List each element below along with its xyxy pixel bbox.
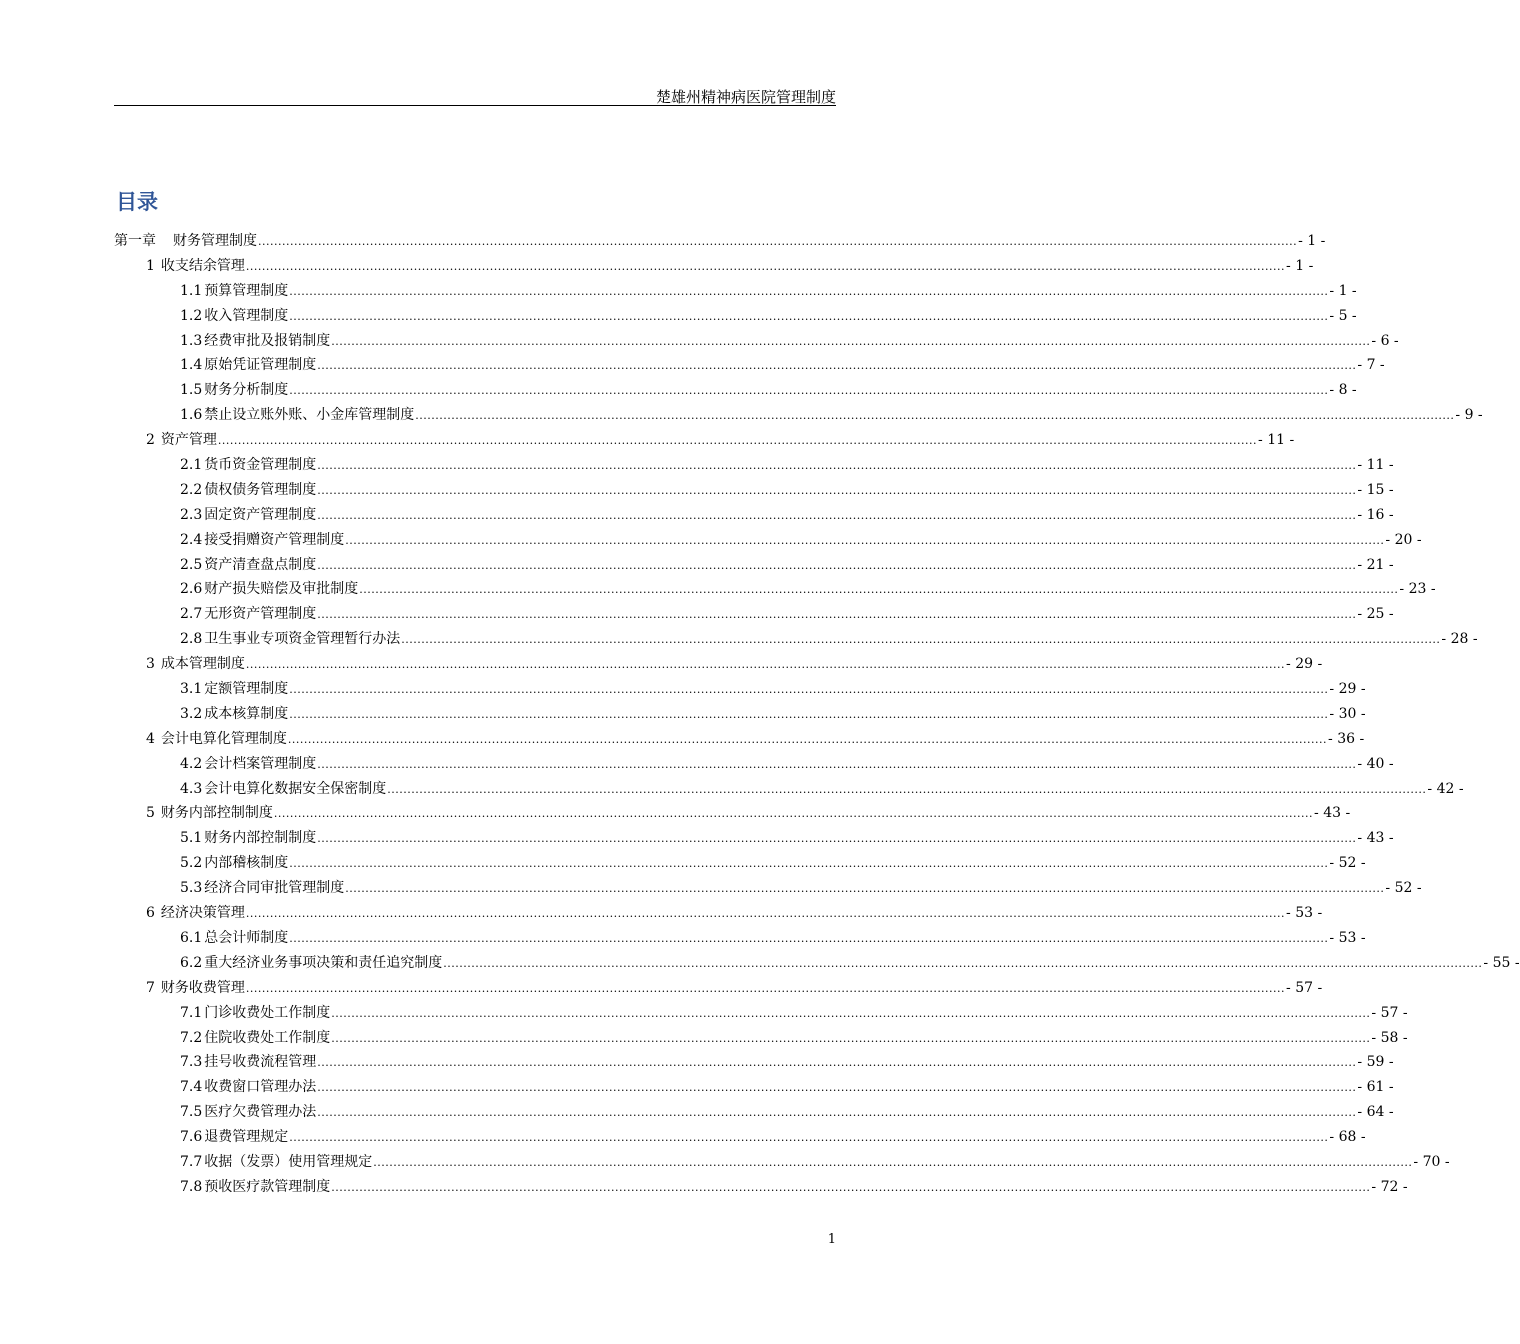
toc-entry-number: 1.1 — [180, 282, 203, 299]
toc-entry-number: 4.2 — [180, 755, 203, 772]
toc-entry-page: - 57 - — [1371, 1004, 1408, 1021]
toc-entry-title: 住院收费处工作制度 — [204, 1029, 331, 1046]
toc-entry-title: 会计档案管理制度 — [204, 755, 317, 772]
toc-dot-leader: .................................................................................................................................................................................................................................................................... — [331, 1180, 1371, 1194]
toc-entry[interactable] — [114, 254, 1314, 279]
toc-entry[interactable] — [114, 329, 1399, 354]
toc-entry-page: - 64 - — [1357, 1104, 1394, 1121]
toc-entry-page: - 20 - — [1385, 531, 1422, 548]
toc-entry-page: - 25 - — [1357, 606, 1394, 623]
toc-entry[interactable] — [114, 1075, 1394, 1100]
toc-entry[interactable] — [114, 378, 1357, 403]
toc-entry-number: 2.5 — [180, 556, 203, 573]
toc-entry-page: - 1 - — [1286, 257, 1314, 274]
toc-entry-number: 3.1 — [180, 681, 203, 698]
toc-dot-leader: .................................................................................................................................................................................................................................................................... — [317, 1106, 1357, 1120]
toc-entry-number: 1 — [146, 257, 155, 274]
toc-dot-leader: .................................................................................................................................................................................................................................................................... — [245, 907, 1286, 921]
toc-entry-title: 会计电算化数据安全保密制度 — [204, 780, 387, 797]
toc-entry-number: 6.2 — [180, 954, 203, 971]
toc-entry-number: 3.2 — [180, 705, 203, 722]
toc-entry[interactable] — [114, 428, 1295, 453]
toc-dot-leader: .................................................................................................................................................................................................................................................................... — [317, 558, 1357, 572]
toc-dot-leader: .................................................................................................................................................................................................................................................................... — [443, 956, 1483, 970]
toc-entry-number: 7.6 — [180, 1129, 203, 1146]
toc-entry-title: 禁止设立账外账、小金库管理制度 — [204, 407, 415, 424]
toc-entry-title: 定额管理制度 — [204, 681, 289, 698]
toc-entry-number: 5.2 — [180, 855, 203, 872]
toc-entry[interactable] — [114, 1001, 1408, 1026]
toc-entry[interactable] — [114, 1125, 1366, 1150]
toc-entry[interactable] — [114, 279, 1357, 304]
toc-entry-number: 1.4 — [180, 357, 203, 374]
toc-dot-leader: .................................................................................................................................................................................................................................................................... — [289, 309, 1329, 323]
toc-entry-page: - 6 - — [1371, 332, 1399, 349]
toc-entry-page: - 29 - — [1329, 681, 1366, 698]
toc-entry-page: - 16 - — [1357, 506, 1394, 523]
toc-entry-page: - 28 - — [1441, 631, 1478, 648]
toc-entry-title: 重大经济业务事项决策和责任追究制度 — [204, 954, 443, 971]
toc-entry-title: 财务管理制度 — [173, 233, 257, 249]
toc-dot-leader: .................................................................................................................................................................................................................................................................... — [317, 1081, 1357, 1095]
toc-entry-number: 6.1 — [180, 929, 203, 946]
toc-entry[interactable] — [114, 702, 1366, 727]
toc-entry[interactable] — [114, 353, 1385, 378]
toc-entry-number: 2.8 — [180, 631, 203, 648]
toc-entry-number: 5.3 — [180, 880, 203, 897]
toc-entry-title: 原始凭证管理制度 — [204, 357, 317, 374]
toc-entry-title: 财务内部控制制度 — [204, 830, 317, 847]
toc-entry-title: 收费窗口管理办法 — [204, 1079, 317, 1096]
toc-entry-page: - 11 - — [1258, 432, 1295, 449]
toc-dot-leader: .................................................................................................................................................................................................................................................................... — [359, 583, 1399, 597]
toc-entry-title: 预收医疗款管理制度 — [204, 1178, 331, 1195]
toc-entry[interactable] — [114, 229, 1326, 254]
toc-entry-page: - 57 - — [1286, 979, 1323, 996]
toc-entry[interactable] — [114, 528, 1422, 553]
toc-dot-leader: .................................................................................................................................................................................................................................................................... — [317, 608, 1357, 622]
toc-entry-number: 1.6 — [180, 407, 203, 424]
toc-entry-page: - 23 - — [1399, 581, 1436, 598]
toc-entry-number: 1.3 — [180, 332, 203, 349]
toc-entry-title: 退费管理规定 — [204, 1129, 289, 1146]
toc-entry-title: 财务内部控制制度 — [160, 805, 273, 822]
toc-entry-title: 财产损失赔偿及审批制度 — [204, 581, 359, 598]
toc-heading: 目录 — [116, 190, 158, 214]
toc-entry[interactable] — [114, 553, 1394, 578]
toc-entry-page: - 55 - — [1483, 954, 1520, 971]
toc-entry-page: - 42 - — [1427, 780, 1464, 797]
toc-entry-page: - 30 - — [1329, 705, 1366, 722]
toc-entry-page: - 7 - — [1357, 357, 1385, 374]
toc-entry-number: 7.5 — [180, 1104, 203, 1121]
toc-entry-page: - 43 - — [1357, 830, 1394, 847]
toc-entry-page: - 53 - — [1329, 929, 1366, 946]
toc-dot-leader: .................................................................................................................................................................................................................................................................... — [245, 259, 1286, 273]
toc-entry-title: 资产清查盘点制度 — [204, 556, 317, 573]
toc-entry-title: 收支结余管理 — [160, 257, 245, 274]
toc-entry[interactable] — [114, 1026, 1408, 1051]
toc-dot-leader: .................................................................................................................................................................................................................................................................... — [387, 782, 1427, 796]
toc-entry[interactable] — [114, 1050, 1394, 1075]
toc-entry[interactable] — [114, 503, 1394, 528]
toc-entry[interactable] — [114, 752, 1394, 777]
toc-entry-page: - 1 - — [1329, 282, 1357, 299]
toc-entry-page: - 43 - — [1314, 805, 1351, 822]
toc-dot-leader: .................................................................................................................................................................................................................................................................... — [289, 284, 1329, 298]
toc-entry[interactable] — [114, 627, 1478, 652]
toc-entry[interactable] — [114, 876, 1422, 901]
page-number: 1 — [827, 1232, 836, 1247]
toc-entry[interactable] — [114, 801, 1351, 826]
toc-entry-title: 卫生事业专项资金管理暂行办法 — [204, 631, 401, 648]
toc-entry-title: 总会计师制度 — [204, 929, 289, 946]
table-of-contents — [114, 229, 1520, 1200]
toc-entry[interactable] — [114, 826, 1394, 851]
toc-entry[interactable] — [114, 304, 1357, 329]
toc-entry-page: - 70 - — [1413, 1153, 1450, 1170]
toc-entry-page: - 61 - — [1357, 1079, 1394, 1096]
toc-entry-number: 2.1 — [180, 457, 203, 474]
toc-dot-leader: .................................................................................................................................................................................................................................................................... — [258, 235, 1298, 248]
toc-entry-page: - 52 - — [1329, 855, 1366, 872]
toc-entry-title: 经济合同审批管理制度 — [204, 880, 345, 897]
toc-entry-title: 无形资产管理制度 — [204, 606, 317, 623]
toc-entry-page: - 9 - — [1455, 407, 1483, 424]
toc-entry-number: 7.3 — [180, 1054, 203, 1071]
toc-entry-page: - 5 - — [1329, 307, 1357, 324]
toc-dot-leader: .................................................................................................................................................................................................................................................................... — [289, 384, 1329, 398]
toc-entry-title: 货币资金管理制度 — [204, 457, 317, 474]
toc-entry-title: 收入管理制度 — [204, 307, 289, 324]
toc-entry-number: 第一章 — [114, 233, 156, 249]
toc-entry-page: - 1 - — [1298, 233, 1326, 249]
toc-entry-page: - 53 - — [1286, 905, 1323, 922]
toc-entry[interactable] — [114, 926, 1366, 951]
toc-dot-leader: .................................................................................................................................................................................................................................................................... — [217, 434, 1258, 448]
toc-entry-title: 财务收费管理 — [160, 979, 245, 996]
toc-entry-title: 接受捐赠资产管理制度 — [204, 531, 345, 548]
toc-entry-page: - 40 - — [1357, 755, 1394, 772]
toc-dot-leader: .................................................................................................................................................................................................................................................................... — [373, 1155, 1413, 1169]
toc-entry-page: - 58 - — [1371, 1029, 1408, 1046]
toc-entry-number: 7.7 — [180, 1153, 203, 1170]
toc-entry-page: - 11 - — [1357, 457, 1394, 474]
toc-entry-title: 挂号收费流程管理 — [204, 1054, 317, 1071]
toc-entry[interactable] — [114, 478, 1394, 503]
toc-entry-title: 债权债务管理制度 — [204, 481, 317, 498]
toc-entry[interactable] — [114, 976, 1323, 1001]
toc-entry[interactable] — [114, 652, 1323, 677]
toc-entry-page: - 29 - — [1286, 656, 1323, 673]
toc-dot-leader: .................................................................................................................................................................................................................................................................... — [331, 1006, 1371, 1020]
toc-entry-number: 7 — [146, 979, 155, 996]
toc-entry-number: 1.5 — [180, 382, 203, 399]
toc-dot-leader: .................................................................................................................................................................................................................................................................... — [289, 857, 1329, 871]
toc-entry-title: 会计电算化管理制度 — [160, 730, 287, 747]
toc-entry-number: 2.3 — [180, 506, 203, 523]
toc-entry-number: 2.2 — [180, 481, 203, 498]
toc-entry[interactable] — [114, 951, 1520, 976]
toc-entry-page: - 59 - — [1357, 1054, 1394, 1071]
toc-dot-leader: .................................................................................................................................................................................................................................................................... — [289, 707, 1329, 721]
toc-entry[interactable] — [114, 453, 1394, 478]
header-divider — [114, 105, 836, 106]
toc-entry-title: 收据（发票）使用管理规定 — [204, 1153, 373, 1170]
toc-dot-leader: .................................................................................................................................................................................................................................................................... — [401, 633, 1441, 647]
toc-dot-leader: .................................................................................................................................................................................................................................................................... — [331, 334, 1371, 348]
toc-dot-leader: .................................................................................................................................................................................................................................................................... — [317, 832, 1357, 846]
toc-dot-leader: .................................................................................................................................................................................................................................................................... — [289, 1131, 1329, 1145]
toc-entry-number: 4.3 — [180, 780, 203, 797]
toc-entry-title: 成本核算制度 — [204, 705, 289, 722]
toc-entry-number: 1.2 — [180, 307, 203, 324]
running-header-title: 楚雄州精神病医院管理制度 — [655, 88, 836, 106]
toc-entry-title: 经济决策管理 — [160, 905, 245, 922]
toc-entry-title: 成本管理制度 — [160, 656, 245, 673]
toc-dot-leader: .................................................................................................................................................................................................................................................................... — [331, 1031, 1371, 1045]
toc-entry-number: 2.4 — [180, 531, 203, 548]
toc-entry-title: 财务分析制度 — [204, 382, 289, 399]
toc-entry-number: 2.6 — [180, 581, 203, 598]
toc-entry[interactable] — [114, 677, 1366, 702]
toc-dot-leader: .................................................................................................................................................................................................................................................................... — [287, 732, 1328, 746]
toc-entry-number: 5 — [146, 805, 155, 822]
toc-entry-title: 固定资产管理制度 — [204, 506, 317, 523]
toc-dot-leader: .................................................................................................................................................................................................................................................................... — [289, 683, 1329, 697]
toc-entry-number: 2 — [146, 432, 155, 449]
toc-entry[interactable] — [114, 602, 1394, 627]
toc-entry-page: - 68 - — [1329, 1129, 1366, 1146]
toc-dot-leader: .................................................................................................................................................................................................................................................................... — [317, 359, 1357, 373]
toc-entry-title: 经费审批及报销制度 — [204, 332, 331, 349]
toc-entry-title: 医疗欠费管理办法 — [204, 1104, 317, 1121]
toc-entry-page: - 52 - — [1385, 880, 1422, 897]
toc-dot-leader: .................................................................................................................................................................................................................................................................... — [317, 757, 1357, 771]
toc-entry-page: - 8 - — [1329, 382, 1357, 399]
toc-dot-leader: .................................................................................................................................................................................................................................................................... — [345, 882, 1385, 896]
toc-entry[interactable] — [114, 777, 1464, 802]
toc-entry[interactable] — [114, 1100, 1394, 1125]
toc-entry-number: 7.2 — [180, 1029, 203, 1046]
toc-dot-leader: .................................................................................................................................................................................................................................................................... — [317, 459, 1357, 473]
toc-entry-number: 5.1 — [180, 830, 203, 847]
toc-entry[interactable] — [114, 901, 1323, 926]
toc-entry[interactable] — [114, 851, 1366, 876]
toc-dot-leader: .................................................................................................................................................................................................................................................................... — [317, 508, 1357, 522]
toc-dot-leader: .................................................................................................................................................................................................................................................................... — [345, 533, 1385, 547]
toc-entry-number: 7.1 — [180, 1004, 203, 1021]
toc-entry-number: 7.4 — [180, 1079, 203, 1096]
toc-entry-page: - 72 - — [1371, 1178, 1408, 1195]
toc-entry-number: 4 — [146, 730, 155, 747]
toc-dot-leader: .................................................................................................................................................................................................................................................................... — [245, 658, 1286, 672]
toc-dot-leader: .................................................................................................................................................................................................................................................................... — [317, 1056, 1357, 1070]
toc-entry[interactable] — [114, 577, 1436, 602]
toc-entry-number: 6 — [146, 905, 155, 922]
toc-entry[interactable] — [114, 403, 1483, 428]
toc-dot-leader: .................................................................................................................................................................................................................................................................... — [289, 931, 1329, 945]
toc-entry-page: - 15 - — [1357, 481, 1394, 498]
toc-entry-page: - 21 - — [1357, 556, 1394, 573]
toc-entry-number: 2.7 — [180, 606, 203, 623]
toc-dot-leader: .................................................................................................................................................................................................................................................................... — [245, 981, 1286, 995]
toc-entry[interactable] — [114, 1150, 1450, 1175]
toc-entry-title: 门诊收费处工作制度 — [204, 1004, 331, 1021]
toc-entry-title: 内部稽核制度 — [204, 855, 289, 872]
toc-entry-number: 3 — [146, 656, 155, 673]
toc-entry[interactable] — [114, 727, 1365, 752]
toc-dot-leader: .................................................................................................................................................................................................................................................................... — [273, 807, 1314, 821]
toc-entry-title: 预算管理制度 — [204, 282, 289, 299]
toc-dot-leader: .................................................................................................................................................................................................................................................................... — [317, 483, 1357, 497]
toc-entry-title: 资产管理 — [160, 432, 217, 449]
toc-entry-page: - 36 - — [1328, 730, 1365, 747]
toc-dot-leader: .................................................................................................................................................................................................................................................................... — [415, 409, 1455, 423]
toc-entry[interactable] — [114, 1175, 1408, 1200]
toc-entry-number: 7.8 — [180, 1178, 203, 1195]
